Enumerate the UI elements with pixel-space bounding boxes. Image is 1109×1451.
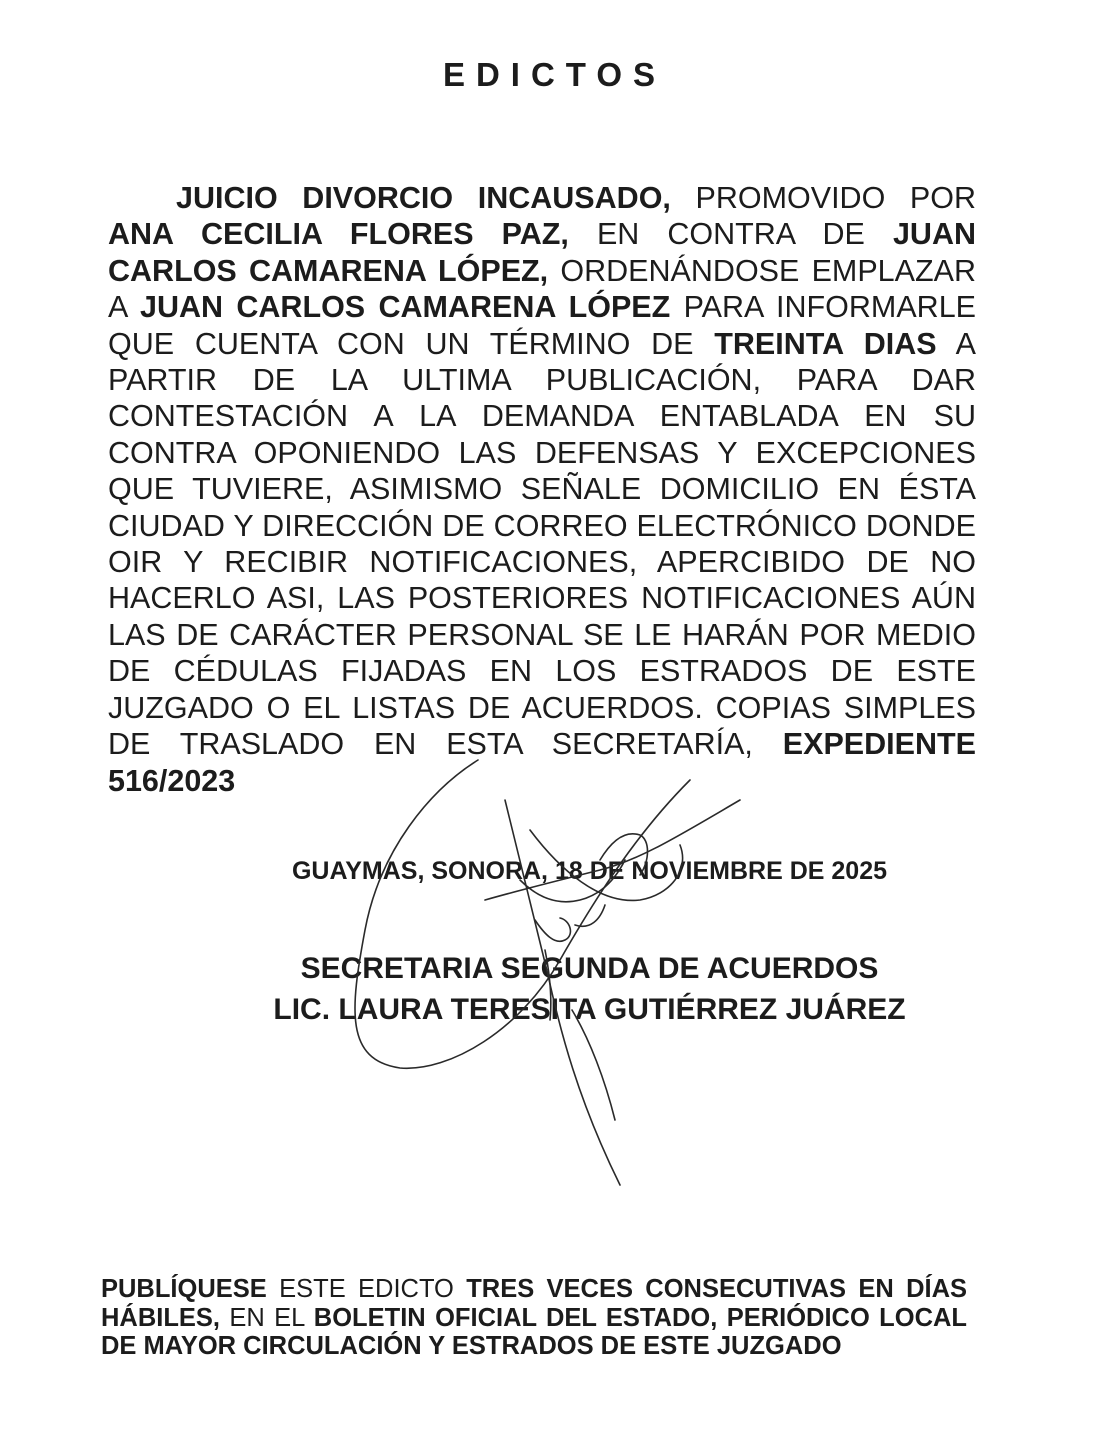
edict-body: [108, 180, 976, 799]
body-bold-defendant-repeat: JUAN CARLOS CAMARENA LÓPEZ: [140, 290, 671, 325]
body-text-segment: PARA INFORMARLE QUE CUENTA CON UN TÉRMINO DE: [108, 290, 976, 361]
body-text-segment: ORDENÁNDOSE EMPLAZAR A: [108, 253, 976, 325]
body-bold-case-number: EXPEDIENTE 516/2023: [108, 727, 976, 798]
body-text-segment: A PARTIR DE LA ULTIMA PUBLICACIÓN, PARA DAR CONTESTACIÓN A LA DEMANDA ENTABLADA EN SU CONTRA OPONIENDO LAS DEFENSAS Y EXCEPCIONES QUE TUVIERE, ASIMISMO SEÑALE DOMICILIO EN ÉSTA CIUDAD Y DIRECCIÓN DE CORREO ELECTRÓNICO DONDE OIR Y RECIBIR NOTIFICACIONES, APERCIBIDO DE NO HACERLO ASI, LAS POSTERIORES NOTIFICACIONES AÚN LAS DE CARÁCTER PERSONAL SE LE HARÁN POR MEDIO DE CÉDULAS FIJADAS EN LOS ESTRADOS DE ESTE JUZGADO O EL LISTAS DE ACUERDOS. COPIAS SIMPLES DE TRASLADO EN ESTA SECRETARÍA,: [108, 326, 977, 762]
publication-instructions: [101, 1275, 967, 1361]
signer-name: LIC. LAURA TERESITA GUTIÉRREZ JUÁREZ: [273, 993, 906, 1026]
footer-bold-outlets: BOLETIN OFICIAL DEL ESTADO, PERIÓDICO LOCAL DE MAYOR CIRCULACIÓN Y ESTRADOS DE ESTE JUZGADO: [101, 1303, 967, 1360]
body-bold-case-type: JUICIO DIVORCIO INCAUSADO,: [176, 181, 671, 215]
body-text-segment: PROMOVIDO POR: [670, 181, 976, 215]
footer-text-segment: ESTE EDICTO: [266, 1275, 467, 1303]
footer-bold-publish: PUBLÍQUESE: [101, 1275, 267, 1303]
document-title: EDICTOS: [442, 56, 667, 93]
place-and-date: GUAYMAS, SONORA, 18 DE NOVIEMBRE DE 2025: [291, 857, 888, 885]
signer-role: SECRETARIA SEGUNDA DE ACUERDOS: [300, 952, 879, 985]
body-bold-term: TREINTA DIAS: [714, 326, 937, 361]
footer-text-segment: EN EL: [220, 1303, 314, 1332]
body-bold-plaintiff: ANA CECILIA FLORES PAZ,: [108, 217, 569, 252]
body-bold-defendant: JUAN CARLOS CAMARENA LÓPEZ,: [108, 217, 976, 288]
body-text-segment: EN CONTRA DE: [568, 217, 893, 252]
footer-bold-frequency: TRES VECES CONSECUTIVAS EN DÍAS HÁBILES,: [101, 1275, 968, 1332]
